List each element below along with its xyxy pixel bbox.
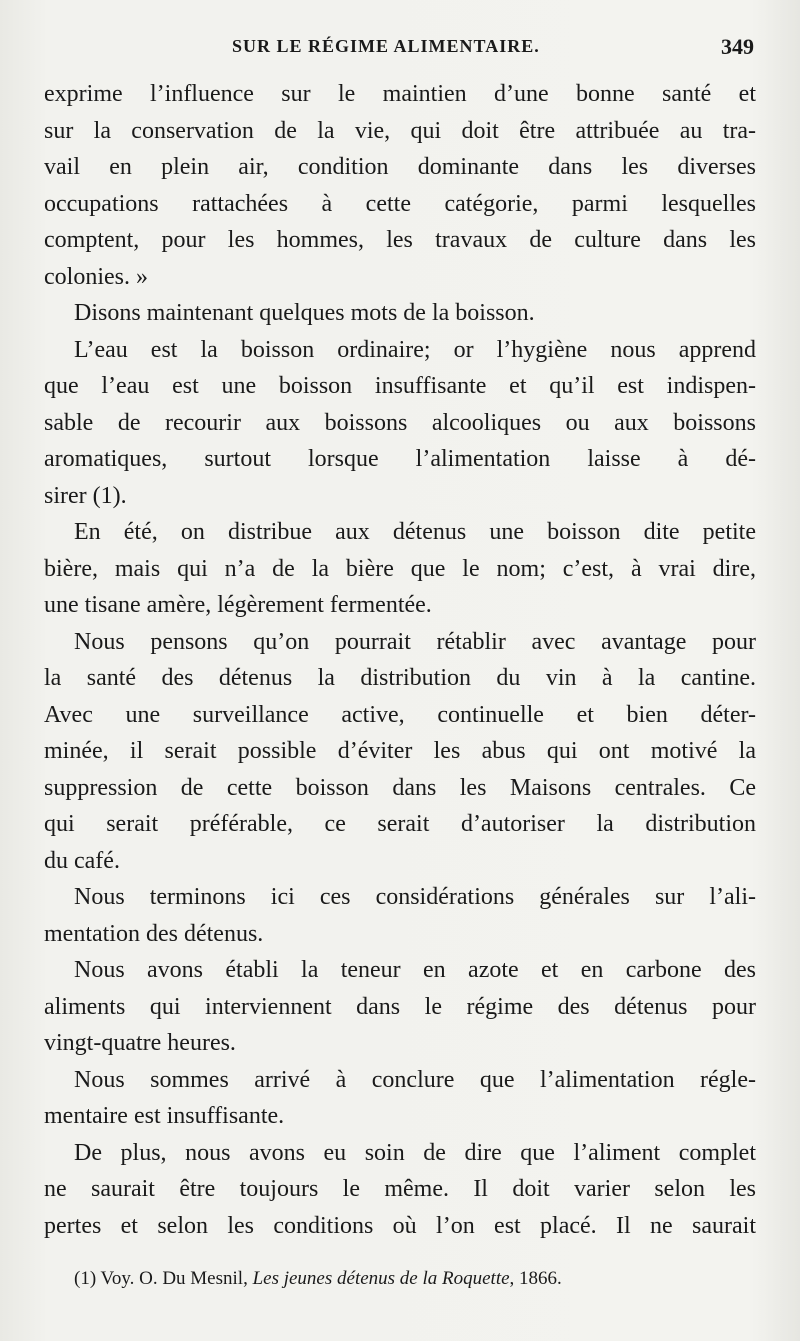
running-head: SUR LE RÉGIME ALIMENTAIRE. <box>232 36 540 56</box>
text-line: exprime l’influence sur le maintien d’une bonne santé et <box>44 81 756 107</box>
text-line: mentation des détenus. <box>44 920 264 947</box>
text-line: une tisane amère, légèrement fermentée. <box>44 592 432 618</box>
text-line: ne saurait être toujours le même. Il doit varier selon les <box>44 1176 756 1202</box>
page-number: 349 <box>721 34 754 59</box>
text-line: Disons maintenant quelques mots de la boisson. <box>74 300 535 326</box>
text-line: minée, il serait possible d’éviter les abus qui ont motivé la <box>44 738 756 764</box>
text-line: Nous pensons qu’on pourrait rétablir avec avantage pour <box>74 628 756 655</box>
footnote-title: Les jeunes détenus de la Roquette <box>252 1268 510 1289</box>
text-line: mentaire est insuffisante. <box>44 1103 285 1129</box>
footnote-prefix: (1) Voy. O. Du Mesnil, <box>74 1268 253 1289</box>
footnote-suffix: , 1866. <box>509 1268 562 1289</box>
page-header <box>42 36 754 64</box>
text-line: suppression de cette boisson dans les Maisons centrales. Ce <box>44 774 756 801</box>
text-line: Nous sommes arrivé à conclure que l’alimentation régle- <box>74 1066 756 1093</box>
text-line: occupations rattachées à cette catégorie, parmi lesquelles <box>44 190 756 217</box>
text-line: De plus, nous avons eu soin de dire que l’aliment complet <box>74 1139 756 1166</box>
paragraph-6 <box>44 879 756 952</box>
text-line: vail en plein air, condition dominante dans les diverses <box>44 154 756 180</box>
text-line: aromatiques, surtout lorsque l’alimentation laisse à dé- <box>44 446 756 472</box>
paragraph-5 <box>44 624 756 880</box>
text-line: aliments qui interviennent dans le régime des détenus pour <box>44 993 756 1020</box>
text-line: du café. <box>44 847 120 874</box>
paragraph-7 <box>44 952 756 1062</box>
text-line: vingt-quatre heures. <box>44 1030 236 1056</box>
text-line: que l’eau est une boisson insuffisante et qu’il est indispen- <box>44 373 756 399</box>
text-line: colonies. » <box>44 263 148 290</box>
paragraph-9 <box>44 1135 756 1245</box>
text-line: Nous terminons ici ces considérations générales sur l’ali- <box>74 884 756 910</box>
text-line: sable de recourir aux boissons alcooliques ou aux boissons <box>44 409 756 436</box>
paragraph-2 <box>44 295 756 332</box>
text-line: bière, mais qui n’a de la bière que le nom; c’est, à vrai dire, <box>44 555 756 582</box>
paragraph-1 <box>44 76 756 295</box>
text-line: la santé des détenus la distribution du vin à la cantine. <box>44 665 756 691</box>
text-line: L’eau est la boisson ordinaire; or l’hygiène nous apprend <box>74 336 756 363</box>
text-line: comptent, pour les hommes, les travaux de culture dans les <box>44 227 756 253</box>
text-line: En été, on distribue aux détenus une boisson dite petite <box>74 519 756 545</box>
paragraph-4 <box>44 514 756 624</box>
paragraph-3 <box>44 332 756 515</box>
text-line: sur la conservation de la vie, qui doit être attribuée au tra- <box>44 117 756 144</box>
body-text <box>44 76 756 1244</box>
text-line: qui serait préférable, ce serait d’autoriser la distribution <box>44 811 756 837</box>
text-line: pertes et selon les conditions où l’on est placé. Il ne saurait <box>44 1212 756 1239</box>
text-line: sirer (1). <box>44 482 127 509</box>
paragraph-8 <box>44 1062 756 1135</box>
text-line: Nous avons établi la teneur en azote et en carbone des <box>74 957 756 983</box>
footnote <box>74 1268 562 1290</box>
text-line: Avec une surveillance active, continuelle et bien déter- <box>44 701 756 728</box>
